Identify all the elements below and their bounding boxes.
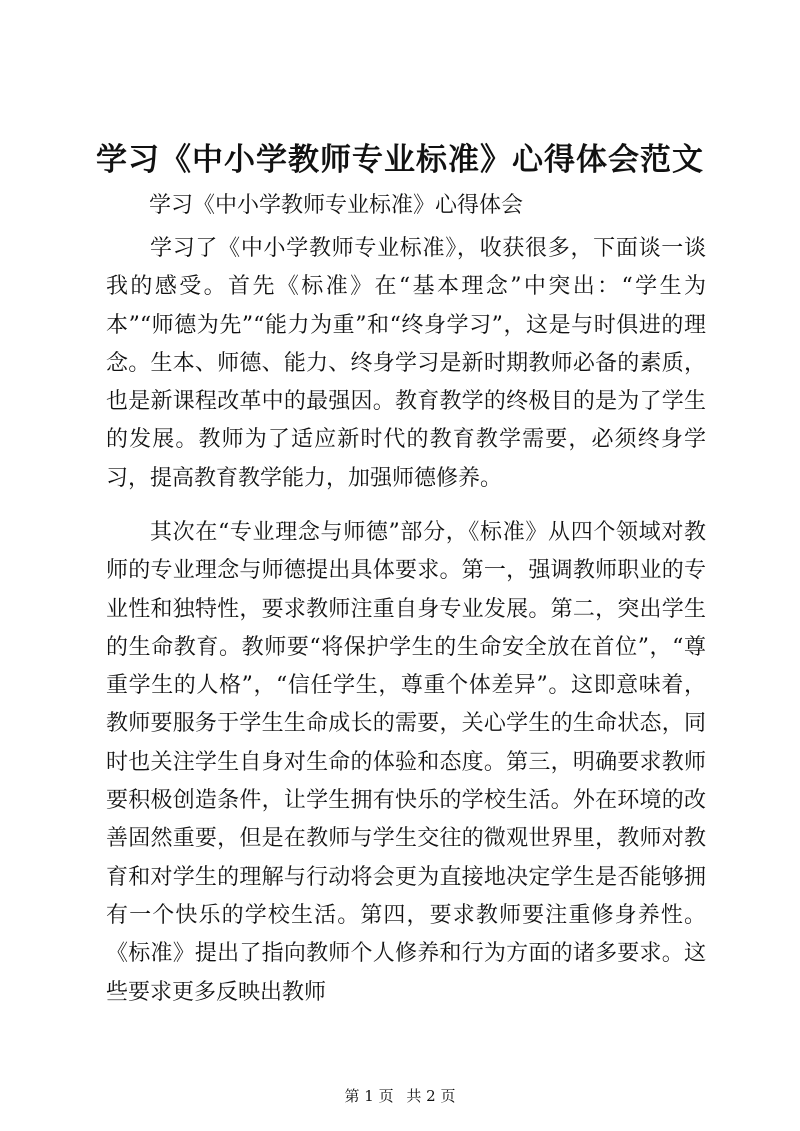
page-footer: [0, 1086, 800, 1106]
document-title: 学习《中小学教师专业标准》心得体会范文: [96, 142, 704, 178]
body-paragraph: 其次在“专业理念与师德”部分，《标准》从四个领域对教师的专业理念与师德提出具体要求。第一，强调教师职业的专业性和独特性，要求教师注重自身专业发展。第二，突出学生的生命教育。教师要“将保护学生的生命安全放在首位”，“尊重学生的人格”，“信任学生，尊重个体差异”。这即意味着，教师要服务于学生生命成长的需要，关心学生的生命状态，同时也关注学生自身对生命的体验和态度。第三，明确要求教师要积极创造条件，让学生拥有快乐的学校生活。外在环境的改善固然重要，但是在教师与学生交往的微观世界里，教师对教育和对学生的理解与行动将会更为直接地决定学生是否能够拥有一个快乐的学校生活。第四，要求教师要注重修身养性。《标准》提出了指向教师个人修养和行为方面的诸多要求。这些要求更多反映出教师: [106, 520, 706, 1005]
page-total: 共 2 页: [406, 1087, 456, 1105]
body-paragraph: 学习了《中小学教师专业标准》，收获很多，下面谈一谈我的感受。首先《标准》在“基本理念”中突出：“学生为本”“师德为先”“能力为重”和“终身学习”，这是与时俱进的理念。生本、师德、能力、终身学习是新时期教师必备的素质，也是新课程改革中的最强因。教育教学的终极目的是为了学生的发展。教师为了适应新时代的教育教学需要，必须终身学习，提高教育教学能力，加强师德修养。: [106, 236, 706, 491]
document-subtitle: 学习《中小学教师专业标准》心得体会: [149, 193, 524, 218]
page-number: 第 1 页: [344, 1087, 394, 1105]
